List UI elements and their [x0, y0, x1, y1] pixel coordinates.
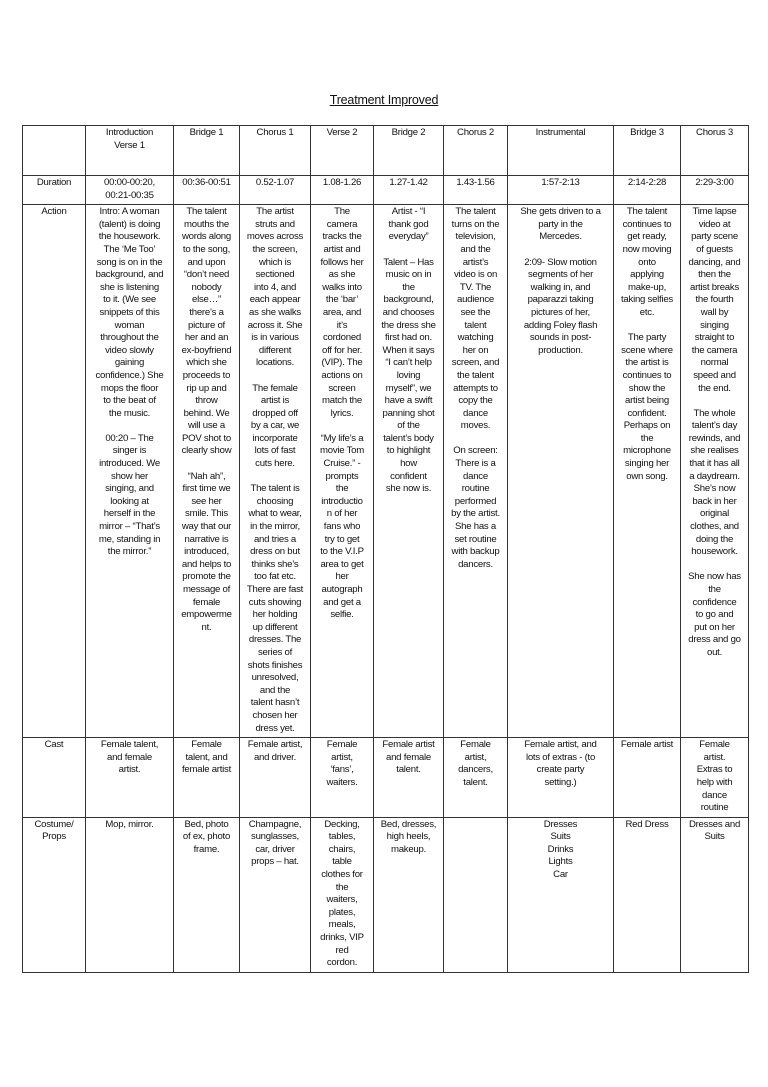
duration-row: [23, 176, 749, 205]
table-cell: 2:29-3:00: [681, 176, 749, 205]
table-cell: Female artist, dancers, talent.: [444, 738, 508, 818]
action-row: [23, 205, 749, 738]
table-cell: Female talent, and female artist: [174, 738, 240, 818]
header-cell: Chorus 2: [444, 126, 508, 176]
table-cell: 00:36-00:51: [174, 176, 240, 205]
document-title: Treatment Improved: [329, 93, 439, 107]
table-cell: The camera tracks the artist and follows her as she walks into the ‘bar’ area, and it’s cordoned off for her. (VIP). The actions on screen match the lyrics. “My life’s a movie Tom Cruise.” - prompts the introductio n of her fans who try to get to the V.I.P area to get her autograph and get a selfie.: [311, 205, 374, 738]
treatment-table: [22, 125, 749, 973]
header-cell: Instrumental: [508, 126, 614, 176]
table-cell: 1.08-1.26: [311, 176, 374, 205]
table-cell: Intro: A woman (talent) is doing the housework. The ‘Me Too’ song is on in the background, and she is listening to it. (We see snippets of this woman throughout the video slowly gaining confidence.) She mops the floor to the beat of the music. 00:20 – The singer is introduced. We show her singing, and looking at herself in the mirror – “That’s me, standing in the mirror.”: [86, 205, 174, 738]
table-cell: Female talent, and female artist.: [86, 738, 174, 818]
table-cell: Time lapse video at party scene of guests dancing, and then the artist breaks the fourth wall by singing straight to the camera normal speed and the end. The whole talent’s day rewinds, and she realises that it has all a daydream. She’s now back in her original clothes, and doing the housework. She now has the confidence to go and put on her dress and go out.: [681, 205, 749, 738]
table-cell: 0.52-1.07: [240, 176, 311, 205]
table-cell: 2:14-2:28: [614, 176, 681, 205]
table-cell: Female artist: [614, 738, 681, 818]
table-cell: 1.43-1.56: [444, 176, 508, 205]
table-cell: Red Dress: [614, 817, 681, 972]
table-cell: The artist struts and moves across the screen, which is sectioned into 4, and each appear as she walks across it. She is in various different locations. The female artist is dropped off by a car, we incorporate lots of fast cuts here. The talent is choosing what to wear, in the mirror, and tries a dress on but thinks she’s too fat etc. There are fast cuts showing her holding up different dresses. The series of shots finishes unresolved, and the talent hasn’t chosen her dress yet.: [240, 205, 311, 738]
table-cell: 1.27-1.42: [374, 176, 444, 205]
table-cell: [444, 817, 508, 972]
row-label: Cast: [23, 738, 86, 818]
header-cell: Chorus 1: [240, 126, 311, 176]
header-cell: Bridge 1: [174, 126, 240, 176]
costume-props-row: [23, 817, 749, 972]
header-corner-cell: [23, 126, 86, 176]
table-cell: She gets driven to a party in the Mercedes. 2:09- Slow motion segments of her walking in, and paparazzi taking pictures of her, adding Foley flash sounds in post- production.: [508, 205, 614, 738]
table-cell: Female artist, and lots of extras - (to create party setting.): [508, 738, 614, 818]
table-cell: 00:00-00:20, 00:21-00:35: [86, 176, 174, 205]
table-cell: Mop, mirror.: [86, 817, 174, 972]
table-cell: Female artist, ‘fans’, waiters.: [311, 738, 374, 818]
table-cell: Female artist, and driver.: [240, 738, 311, 818]
table-cell: Dresses Suits Drinks Lights Car: [508, 817, 614, 972]
table-cell: Artist - “I thank god everyday” Talent – Has music on in the background, and chooses the dress she first had on. When it says “I can’t help loving myself”, we have a swift panning shot of the talent’s body to highlight how confident she now is.: [374, 205, 444, 738]
header-cell: Verse 2: [311, 126, 374, 176]
table-cell: The talent turns on the television, and the artist’s video is on TV. The audience see the talent watching her on screen, and the talent attempts to copy the dance moves. On screen: There is a dance routine performed by the artist. She has a set routine with backup dancers.: [444, 205, 508, 738]
header-cell: Chorus 3: [681, 126, 749, 176]
table-cell: Champagne, sunglasses, car, driver props – hat.: [240, 817, 311, 972]
table-cell: Decking, tables, chairs, table clothes for the waiters, plates, meals, drinks, VIP red cordon.: [311, 817, 374, 972]
table-cell: The talent continues to get ready, now moving onto applying make-up, taking selfies etc. The party scene where the artist is continues to show the artist being confident. Perhaps on the microphone singing her own song.: [614, 205, 681, 738]
row-label: Costume/ Props: [23, 817, 86, 972]
row-label: Action: [23, 205, 86, 738]
table-cell: 1:57-2:13: [508, 176, 614, 205]
header-cell: Introduction Verse 1: [86, 126, 174, 176]
header-row: [23, 126, 749, 176]
header-cell: Bridge 2: [374, 126, 444, 176]
table-cell: Dresses and Suits: [681, 817, 749, 972]
table-cell: Bed, photo of ex, photo frame.: [174, 817, 240, 972]
table-cell: The talent mouths the words along to the song, and upon “don’t need nobody else…” there’s a picture of her and an ex-boyfriend which she proceeds to rip up and throw behind. We will use a POV shot to clearly show “Nah ah”, first time we see her smile. This way that our narrative is introduced, and helps to promote the message of female empowerme nt.: [174, 205, 240, 738]
table-cell: Female artist. Extras to help with dance routine: [681, 738, 749, 818]
cast-row: [23, 738, 749, 818]
header-cell: Bridge 3: [614, 126, 681, 176]
table-cell: Bed, dresses, high heels, makeup.: [374, 817, 444, 972]
row-label: Duration: [23, 176, 86, 205]
table-cell: Female artist and female talent.: [374, 738, 444, 818]
